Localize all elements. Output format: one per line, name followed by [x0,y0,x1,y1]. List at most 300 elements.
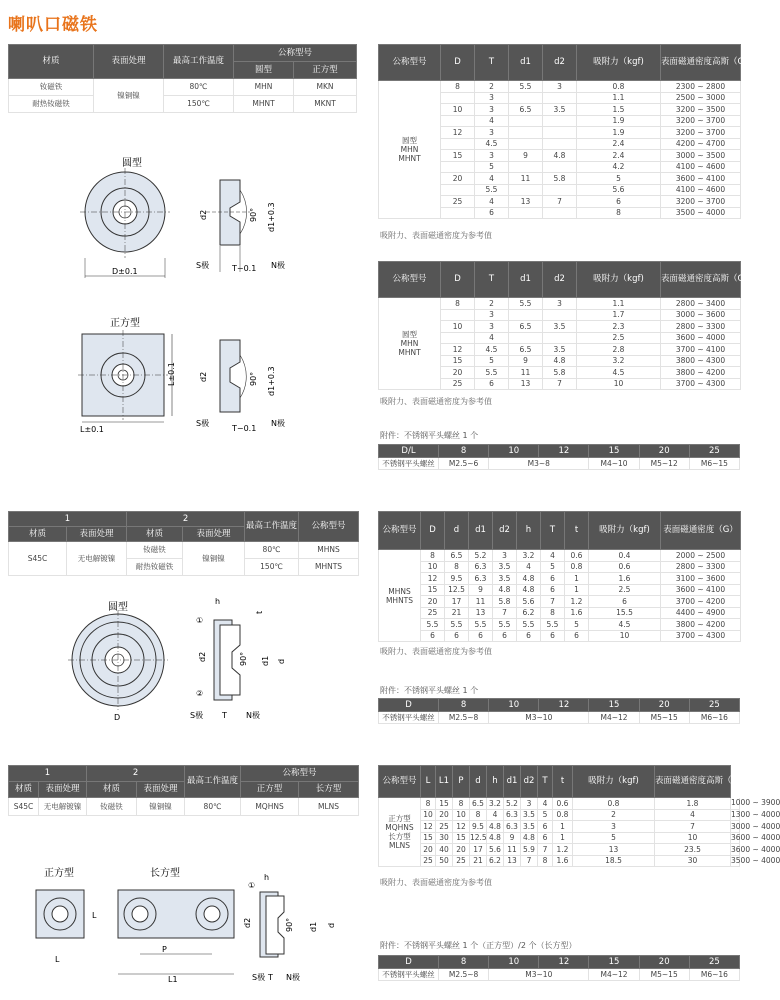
table-cell: 4 [541,550,565,562]
table-cell: 12 [453,821,470,833]
table-row [379,798,740,810]
table-cell [543,138,577,150]
table-cell: 3 [573,821,655,833]
table-cell: 4.8 [521,832,538,844]
table-cell: 6 [445,630,469,642]
table-cell: 3600 ~ 4000 [731,844,780,854]
header-cell: d2 [543,45,577,81]
table-cell: 2.3 [577,321,661,333]
table-cell: 7 [538,844,553,856]
table-cell: 12 [421,821,436,833]
table-cell: 1.2 [553,844,573,856]
table-cell: M5~15 [639,969,689,981]
s2-material-table: 1 2 最高工作温度 公称型号 材质 表面处理 材质 表面处理 S45C 无电解镀镍 钕磁铁 镍铜镍 80℃ MHNS 耐热钕磁铁 150℃ MHNTS [8,511,359,576]
table-cell: 3.5 [493,573,517,585]
table-cell: 3600 ~ 4000 [731,833,780,842]
table-cell: 8 [538,855,553,867]
table-cell: 4.8 [487,821,504,833]
header-cell: d2 [493,512,517,550]
table-cell: 5.5 [421,619,445,631]
table-cell: M4~10 [589,458,639,470]
table-cell: 3 [493,550,517,562]
s1-note2: 吸附力、表面磁通密度为参考值 [380,397,492,406]
table-cell: 5.6 [517,596,541,608]
header-cell: 25 [689,699,739,712]
svg-text:L: L [92,911,97,920]
table-cell: 1 [565,584,589,596]
table-cell: 4400 ~ 4900 [661,607,741,619]
table-cell: 2 [573,809,655,821]
table-cell: 4.5 [475,138,509,150]
table-cell: 5 [475,355,509,367]
header-cell: T [475,45,509,81]
header-cell: 10 [489,956,539,969]
table-cell: M3~10 [489,969,589,981]
svg-text:d2: d2 [199,209,208,220]
table-cell: 3.5 [521,821,538,833]
header-cell: 15 [589,699,639,712]
header-cell: P [453,766,470,798]
table-cell: 3700 ~ 4100 [661,344,741,356]
svg-text:h: h [264,873,270,882]
header-cell: d2 [543,262,577,298]
table-cell: 2 [475,298,509,310]
svg-text:S极: S极 [252,973,266,982]
square-label: 正方型 [110,318,140,329]
table-cell: 3.2 [487,798,504,810]
table-cell: 20 [453,844,470,856]
table-cell: M6~16 [689,712,739,724]
table-cell: 5 [573,832,655,844]
table-cell [441,161,475,173]
s2-screw-table [378,698,740,724]
header-cell: 表面磁通密度高斯（G） [661,45,741,81]
table-cell: 3600 ~ 4100 [661,173,741,185]
table-cell: 10 [441,321,475,333]
table-cell: 8 [441,81,475,93]
table-cell: 1.8 [655,798,731,810]
table-cell: 4.8 [493,584,517,596]
table-cell: 2500 ~ 3000 [661,92,741,104]
table-cell: 4 [475,332,509,344]
header-cell: T [541,512,565,550]
table-cell: 3 [475,309,509,321]
table-cell: 25 [453,855,470,867]
table-cell: 7 [493,607,517,619]
table-cell: 5.5 [493,619,517,631]
table-cell: 12.5 [445,584,469,596]
header-cell: d1 [504,766,521,798]
table-cell: 25 [441,196,475,208]
header-cell: D [441,45,475,81]
table-cell: 4 [475,115,509,127]
s3-note: 吸附力、表面磁通密度为参考值 [380,878,492,887]
table-cell: 13 [509,196,543,208]
table-cell: 3700 ~ 4200 [661,596,741,608]
table-cell [509,184,543,196]
table-cell: 4.5 [589,619,661,631]
table-cell: 3 [475,127,509,139]
model-cell: MHNS MHNTS [379,550,421,642]
table-cell: 1.2 [565,596,589,608]
table-cell: 30 [655,855,731,867]
table-cell: 4 [475,196,509,208]
table-cell: 5 [577,173,661,185]
header-cell: 12 [539,956,589,969]
s3-accessory: 附件：不锈钢平头螺丝 1 个（正方型）/2 个（长方型） [380,941,577,950]
s2-accessory: 附件：不锈钢平头螺丝 1 个 [380,686,479,695]
table-cell: 5.5 [541,619,565,631]
table-cell: 0.8 [573,798,655,810]
table-cell: 13 [469,607,493,619]
table-cell: 3.5 [493,561,517,573]
table-cell: 8 [421,798,436,810]
table-cell: 13 [509,378,543,390]
header-cell: 12 [539,445,589,458]
table-cell: 15 [436,798,453,810]
table-row [379,607,741,619]
header-cell: 表面磁通密度高斯（G） [655,766,731,798]
table-cell [441,332,475,344]
table-cell: 13 [504,855,521,867]
table-cell: 2.4 [577,138,661,150]
table-cell: 3 [521,798,538,810]
header-cell: 20 [639,699,689,712]
table-cell [441,184,475,196]
svg-text:圆型: 圆型 [108,602,128,613]
table-cell: 2000 ~ 2500 [661,550,741,562]
s3-material-table: 1 2 最高工作温度 公称型号 材质 表面处理 材质 表面处理 正方型 长方型 S45C 无电解镀镍 钕磁铁 镍铜镍 80℃ MQHNS MLNS [8,765,359,816]
table-row [379,832,740,844]
table-cell: 5 [541,561,565,573]
table-row [379,619,741,631]
svg-text:h: h [215,597,221,606]
header-cell: 8 [439,956,489,969]
svg-text:T−0.1: T−0.1 [232,424,257,433]
table-cell: 15.5 [589,607,661,619]
svg-text:L1: L1 [168,975,178,984]
svg-text:②: ② [196,689,204,698]
header-cell: L [421,766,436,798]
table-cell: 3.5 [543,104,577,116]
table-cell: 4.8 [517,584,541,596]
svg-text:N极: N极 [286,973,300,982]
table-cell [543,332,577,344]
table-cell: 8 [541,607,565,619]
table-cell: 6 [589,596,661,608]
s3-screw-table [378,955,740,981]
table-cell: 12.5 [470,833,487,842]
table-cell: 25 [436,821,453,833]
table-cell: M6~15 [689,458,739,470]
header-cell: T [538,766,553,798]
table-cell: 7 [521,855,538,867]
table-cell: 3100 ~ 3600 [661,573,741,585]
header-cell: 10 [489,699,539,712]
table-cell: 6.2 [487,855,504,867]
table-cell: 0.6 [553,798,573,810]
header-cell: 8 [439,699,489,712]
table-cell [509,207,543,219]
table-cell: 10 [421,809,436,821]
table-cell: 0.4 [589,550,661,562]
table-cell: 6.5 [509,321,543,333]
header-cell: 公称型号 [379,766,421,798]
header-cell: D/L [379,445,439,458]
table-cell: 8 [421,550,445,562]
table-cell: 25 [441,378,475,390]
table-cell: 3600 ~ 4000 [661,332,741,344]
table-cell: 5 [565,619,589,631]
table-cell: 12 [421,573,445,585]
table-cell: 6 [517,630,541,642]
table-cell: 11 [504,844,521,856]
table-cell: 6.5 [509,344,543,356]
table-cell [509,332,543,344]
table-cell: M4~12 [589,969,639,981]
table-cell: M6~16 [689,969,739,981]
table-cell: 6 [475,378,509,390]
model-cell: 圆型 MHN MHNT [379,298,441,390]
table-cell: 1.7 [577,309,661,321]
table-cell: 0.8 [565,561,589,573]
header-cell: 吸附力（kgf) [589,512,661,550]
table-cell: 8 [470,809,487,821]
table-row [379,561,741,573]
svg-text:L: L [55,955,60,964]
table-cell: 10 [589,630,661,642]
svg-text:长方型: 长方型 [150,868,180,879]
table-cell: 6 [469,630,493,642]
table-cell: 6.3 [469,573,493,585]
table-cell: 3.5 [543,344,577,356]
table-cell [509,161,543,173]
s2-drawings [0,590,370,725]
table-cell: 10 [655,832,731,844]
table-cell: 5.5 [445,619,469,631]
table-cell: 7 [543,378,577,390]
svg-text:d1: d1 [261,655,270,666]
table-cell [509,115,543,127]
header-cell: d [470,766,487,798]
svg-text:S极: S极 [190,711,204,720]
svg-text:d: d [327,922,336,928]
table-row [379,573,741,585]
table-cell: 20 [421,844,436,856]
table-cell: 8 [445,561,469,573]
table-cell: 1 [553,821,573,833]
header-cell: D [379,956,439,969]
table-row [379,584,741,596]
table-cell: 3200 ~ 3500 [661,104,741,116]
table-cell: M5~15 [639,712,689,724]
header-cell: d [445,512,469,550]
table-cell: 4 [475,173,509,185]
table-cell: 20 [441,367,475,379]
model-cell: 正方型 MQHNS 长方型 MLNS [379,798,421,867]
table-cell: 17 [445,596,469,608]
s1-material-table: 材质 表面处理 最高工作温度 公称型号 圆型 正方型 钕磁铁 镍铜镍 80℃ MHN MKN 耐热钕磁铁 150℃ MHNT MKNT [8,44,357,113]
header-cell: 公称型号 [379,262,441,298]
table-cell: 6.2 [517,607,541,619]
table-cell: 5.8 [543,173,577,185]
header-cell: d2 [521,766,538,798]
table-cell: 0.8 [553,809,573,821]
svg-text:N极: N极 [246,711,260,720]
s1-note: 吸附力、表面磁通密度为参考值 [380,231,492,240]
table-cell: 4100 ~ 4600 [661,161,741,173]
table-cell: 6 [577,196,661,208]
table-cell: 7 [543,196,577,208]
table-cell: 2.8 [577,344,661,356]
table-cell: 1 [565,573,589,585]
table-cell: M2.5~8 [439,712,489,724]
table-cell: 0.6 [589,561,661,573]
table-cell: 2800 ~ 3300 [661,561,741,573]
table-cell: 23.5 [655,844,731,856]
table-cell: 8 [453,798,470,810]
table-cell: 1.6 [553,855,573,867]
table-cell: 15 [421,832,436,844]
table-cell: 20 [441,173,475,185]
table-cell: 4.8 [487,832,504,844]
table-cell: 6.5 [445,550,469,562]
table-cell: 3000 ~ 4000 [731,821,780,831]
table-cell: 15 [421,584,445,596]
table-cell: 1.9 [577,115,661,127]
svg-text:D: D [114,713,121,722]
table-cell: 2800 ~ 3400 [661,298,741,310]
table-cell: 50 [436,855,453,867]
table-cell: 13 [573,844,655,856]
header-cell: 吸附力（kgf) [573,766,655,798]
svg-text:90°: 90° [239,651,248,666]
svg-text:①: ① [196,616,204,625]
table-cell: 5.2 [504,798,521,810]
table-cell: 3 [475,92,509,104]
table-cell: 9 [509,355,543,367]
header-cell: T [475,262,509,298]
svg-text:d1+0.3: d1+0.3 [267,366,276,396]
svg-text:d2: d2 [243,917,252,928]
table-cell: 4200 ~ 4700 [661,138,741,150]
table-cell: 5.5 [509,298,543,310]
table-cell: 11 [509,367,543,379]
table-cell [509,138,543,150]
table-cell: 10 [441,104,475,116]
table-cell: 3 [543,81,577,93]
svg-text:d1: d1 [309,921,318,932]
table-cell: 6.5 [470,798,487,810]
table-cell: 1000 ~ 3900 [731,798,780,808]
table-cell: 3700 ~ 4300 [661,378,741,390]
table-cell: 2300 ~ 2800 [661,81,741,93]
header-cell: 20 [639,445,689,458]
table-cell: 15 [441,150,475,162]
round-label: 圆型 [122,158,142,169]
table-cell: 3200 ~ 3700 [661,115,741,127]
table-cell: 3.5 [521,809,538,821]
table-cell [441,92,475,104]
table-cell [543,127,577,139]
header-cell: 吸附力（kgf) [577,262,661,298]
table-cell [441,115,475,127]
s1-drawings [0,150,370,440]
table-cell [543,207,577,219]
table-cell [543,309,577,321]
svg-text:d: d [277,658,286,664]
table-cell: 9 [504,832,521,844]
table-cell: M2.5~6 [439,458,489,470]
table-cell: 7 [541,596,565,608]
table-cell: 不锈钢平头螺丝 [379,458,439,470]
s1-accessory: 附件：不锈钢平头螺丝 1 个 [380,431,479,440]
svg-text:T: T [222,711,227,720]
s1-spec-table [378,44,753,219]
svg-text:d2: d2 [198,651,207,662]
table-cell: 1 [553,832,573,844]
svg-text:①: ① [248,881,256,890]
s2-note: 吸附力、表面磁通密度为参考值 [380,647,492,656]
table-cell [441,207,475,219]
table-cell: 21 [445,607,469,619]
svg-text:90°: 90° [249,371,258,386]
table-cell: 2.5 [577,332,661,344]
table-cell: 9.5 [470,821,487,833]
table-cell: 5.9 [521,844,538,856]
table-cell: 6.3 [504,809,521,821]
table-cell: 0.6 [565,550,589,562]
table-cell: 4.8 [543,150,577,162]
table-row [379,809,740,821]
header-cell: 25 [689,445,739,458]
header-cell: d1 [509,262,543,298]
table-row [379,81,741,93]
svg-text:正方型: 正方型 [44,868,74,879]
table-cell: 0.8 [577,81,661,93]
table-cell: 6.5 [509,104,543,116]
header-cell: 10 [489,445,539,458]
table-cell: 5 [475,161,509,173]
table-cell [509,92,543,104]
table-cell: 5.5 [475,184,509,196]
table-cell: 30 [436,832,453,844]
svg-text:T: T [268,973,273,982]
table-cell: 4 [487,809,504,821]
table-row [379,298,741,310]
header-cell: 25 [689,956,739,969]
table-row [379,596,741,608]
table-cell: 4 [538,798,553,810]
table-cell: 4.5 [475,344,509,356]
table-cell: 6.3 [504,821,521,833]
table-cell: 11 [509,173,543,185]
header-cell: t [553,766,573,798]
model-cell: 圆型 MHN MHNT [379,81,441,219]
table-cell: 3 [475,150,509,162]
svg-text:S极: S极 [196,419,210,428]
table-cell: 1.1 [577,92,661,104]
header-cell: h [487,766,504,798]
table-cell: 11 [469,596,493,608]
table-cell: 4100 ~ 4600 [661,184,741,196]
table-cell: 21 [470,855,487,867]
s1-screw-table [378,444,740,470]
svg-text:S极: S极 [196,261,210,270]
table-cell: 3800 ~ 4300 [661,355,741,367]
table-cell: 6 [475,207,509,219]
table-cell: 2 [475,81,509,93]
